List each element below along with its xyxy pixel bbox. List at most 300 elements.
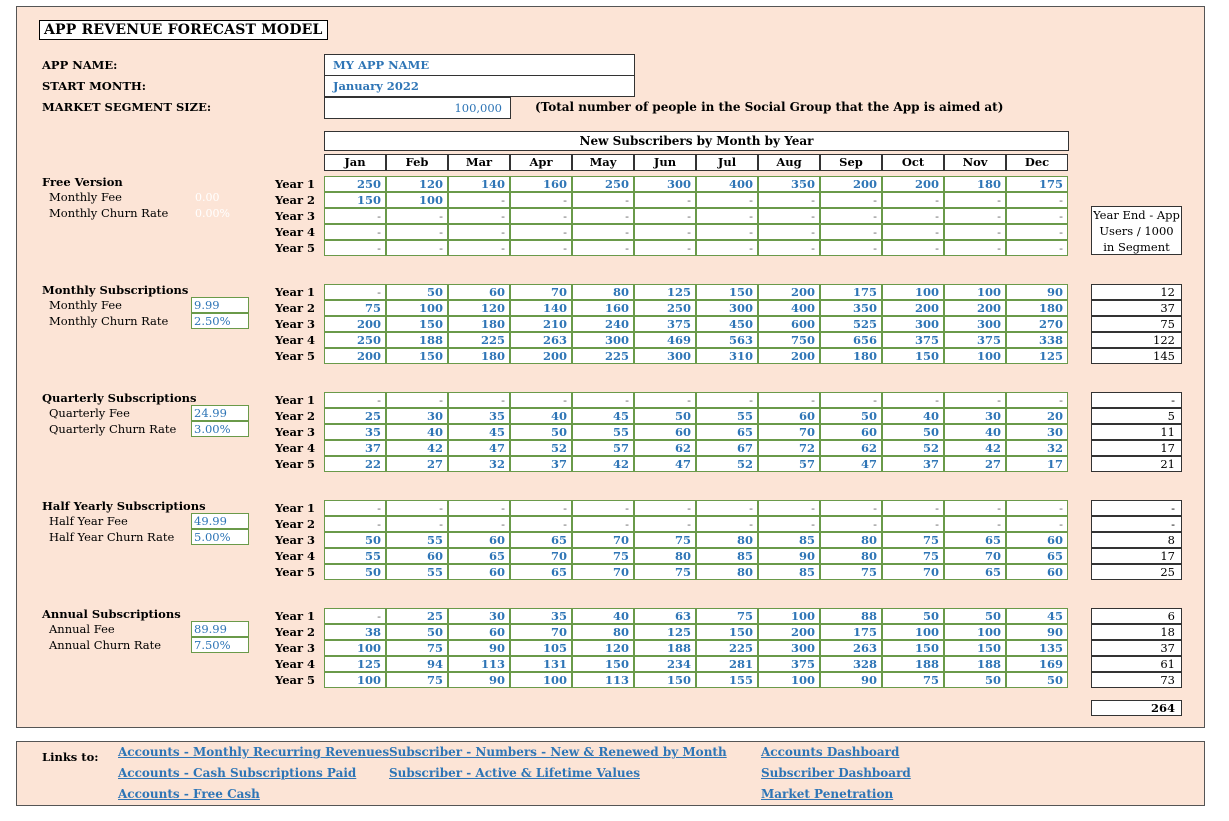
- subscriber-cell[interactable]: 80: [634, 548, 696, 564]
- subscriber-cell[interactable]: -: [1006, 516, 1068, 532]
- subscriber-cell[interactable]: 35: [448, 408, 510, 424]
- subscriber-cell[interactable]: -: [696, 208, 758, 224]
- churn-input[interactable]: 7.50%: [191, 637, 249, 653]
- subscriber-cell[interactable]: 469: [634, 332, 696, 348]
- subscriber-cell[interactable]: 67: [696, 440, 758, 456]
- subscriber-cell[interactable]: 125: [1006, 348, 1068, 364]
- subscriber-cell[interactable]: 200: [882, 176, 944, 192]
- subscriber-cell[interactable]: 80: [572, 284, 634, 300]
- subscriber-cell[interactable]: 263: [510, 332, 572, 348]
- subscriber-cell[interactable]: 125: [634, 284, 696, 300]
- subscriber-cell[interactable]: 188: [634, 640, 696, 656]
- subscriber-cell[interactable]: -: [758, 500, 820, 516]
- subscriber-cell[interactable]: 338: [1006, 332, 1068, 348]
- subscriber-cell[interactable]: 525: [820, 316, 882, 332]
- subscriber-cell[interactable]: 250: [572, 176, 634, 192]
- subscriber-cell[interactable]: 40: [882, 408, 944, 424]
- subscriber-cell[interactable]: 75: [882, 548, 944, 564]
- subscriber-cell[interactable]: 65: [696, 424, 758, 440]
- subscriber-cell[interactable]: 90: [820, 672, 882, 688]
- subscriber-cell[interactable]: 105: [510, 640, 572, 656]
- subscriber-cell[interactable]: -: [572, 392, 634, 408]
- subscriber-cell[interactable]: 750: [758, 332, 820, 348]
- subscriber-cell[interactable]: 310: [696, 348, 758, 364]
- subscriber-cell[interactable]: -: [448, 240, 510, 256]
- subscriber-cell[interactable]: 50: [882, 608, 944, 624]
- subscriber-cell[interactable]: 40: [944, 424, 1006, 440]
- subscriber-cell[interactable]: -: [510, 208, 572, 224]
- subscriber-cell[interactable]: 32: [448, 456, 510, 472]
- subscriber-cell[interactable]: 160: [572, 300, 634, 316]
- subscriber-cell[interactable]: -: [882, 240, 944, 256]
- subscriber-cell[interactable]: -: [386, 516, 448, 532]
- subscriber-cell[interactable]: -: [758, 208, 820, 224]
- subscriber-cell[interactable]: -: [1006, 224, 1068, 240]
- subscriber-cell[interactable]: 80: [820, 548, 882, 564]
- subscriber-cell[interactable]: -: [882, 224, 944, 240]
- churn-input[interactable]: 3.00%: [191, 421, 249, 437]
- subscriber-cell[interactable]: 85: [758, 532, 820, 548]
- fee-input[interactable]: 49.99: [191, 513, 249, 529]
- subscriber-cell[interactable]: -: [882, 192, 944, 208]
- subscriber-cell[interactable]: 90: [758, 548, 820, 564]
- subscriber-cell[interactable]: 65: [944, 564, 1006, 580]
- subscriber-cell[interactable]: 50: [386, 624, 448, 640]
- subscriber-cell[interactable]: 70: [510, 548, 572, 564]
- subscriber-cell[interactable]: 100: [386, 300, 448, 316]
- subscriber-cell[interactable]: -: [634, 500, 696, 516]
- subscriber-cell[interactable]: 300: [634, 176, 696, 192]
- link-subscriber-dashboard[interactable]: Subscriber Dashboard: [761, 766, 911, 780]
- subscriber-cell[interactable]: -: [758, 224, 820, 240]
- subscriber-cell[interactable]: -: [1006, 240, 1068, 256]
- subscriber-cell[interactable]: -: [324, 392, 386, 408]
- subscriber-cell[interactable]: 60: [758, 408, 820, 424]
- subscriber-cell[interactable]: 65: [944, 532, 1006, 548]
- subscriber-cell[interactable]: 160: [510, 176, 572, 192]
- subscriber-cell[interactable]: 150: [324, 192, 386, 208]
- subscriber-cell[interactable]: 85: [696, 548, 758, 564]
- subscriber-cell[interactable]: 100: [944, 348, 1006, 364]
- link-market-penetration[interactable]: Market Penetration: [761, 787, 894, 801]
- subscriber-cell[interactable]: 200: [820, 176, 882, 192]
- subscriber-cell[interactable]: 50: [944, 672, 1006, 688]
- subscriber-cell[interactable]: 52: [696, 456, 758, 472]
- subscriber-cell[interactable]: 60: [820, 424, 882, 440]
- subscriber-cell[interactable]: -: [758, 192, 820, 208]
- subscriber-cell[interactable]: 75: [696, 608, 758, 624]
- subscriber-cell[interactable]: 375: [944, 332, 1006, 348]
- subscriber-cell[interactable]: 65: [510, 564, 572, 580]
- subscriber-cell[interactable]: 180: [944, 176, 1006, 192]
- subscriber-cell[interactable]: 150: [882, 640, 944, 656]
- subscriber-cell[interactable]: -: [448, 224, 510, 240]
- link-accounts-free-cash[interactable]: Accounts - Free Cash: [118, 787, 260, 801]
- subscriber-cell[interactable]: -: [696, 224, 758, 240]
- subscriber-cell[interactable]: 70: [572, 564, 634, 580]
- churn-input[interactable]: 5.00%: [191, 529, 249, 545]
- subscriber-cell[interactable]: -: [634, 392, 696, 408]
- subscriber-cell[interactable]: -: [386, 208, 448, 224]
- subscriber-cell[interactable]: 65: [448, 548, 510, 564]
- subscriber-cell[interactable]: 22: [324, 456, 386, 472]
- subscriber-cell[interactable]: -: [1006, 392, 1068, 408]
- subscriber-cell[interactable]: 113: [572, 672, 634, 688]
- app-name-input[interactable]: MY APP NAME: [324, 54, 635, 76]
- subscriber-cell[interactable]: 180: [1006, 300, 1068, 316]
- subscriber-cell[interactable]: -: [634, 240, 696, 256]
- subscriber-cell[interactable]: 17: [1006, 456, 1068, 472]
- subscriber-cell[interactable]: -: [696, 516, 758, 532]
- subscriber-cell[interactable]: 90: [1006, 284, 1068, 300]
- subscriber-cell[interactable]: 140: [448, 176, 510, 192]
- subscriber-cell[interactable]: 200: [324, 348, 386, 364]
- subscriber-cell[interactable]: 60: [448, 284, 510, 300]
- subscriber-cell[interactable]: 57: [572, 440, 634, 456]
- subscriber-cell[interactable]: 45: [1006, 608, 1068, 624]
- subscriber-cell[interactable]: 100: [944, 624, 1006, 640]
- subscriber-cell[interactable]: -: [448, 516, 510, 532]
- subscriber-cell[interactable]: 55: [696, 408, 758, 424]
- subscriber-cell[interactable]: 300: [572, 332, 634, 348]
- subscriber-cell[interactable]: -: [448, 192, 510, 208]
- subscriber-cell[interactable]: 100: [944, 284, 1006, 300]
- subscriber-cell[interactable]: 65: [510, 532, 572, 548]
- subscriber-cell[interactable]: -: [634, 192, 696, 208]
- link-subscriber-active[interactable]: Subscriber - Active & Lifetime Values: [389, 766, 640, 780]
- subscriber-cell[interactable]: 225: [448, 332, 510, 348]
- subscriber-cell[interactable]: 42: [944, 440, 1006, 456]
- subscriber-cell[interactable]: 30: [448, 608, 510, 624]
- subscriber-cell[interactable]: -: [634, 516, 696, 532]
- subscriber-cell[interactable]: -: [944, 500, 1006, 516]
- subscriber-cell[interactable]: 100: [324, 672, 386, 688]
- subscriber-cell[interactable]: 300: [758, 640, 820, 656]
- subscriber-cell[interactable]: -: [572, 516, 634, 532]
- subscriber-cell[interactable]: -: [944, 224, 1006, 240]
- subscriber-cell[interactable]: -: [696, 500, 758, 516]
- subscriber-cell[interactable]: 300: [944, 316, 1006, 332]
- subscriber-cell[interactable]: 75: [386, 640, 448, 656]
- subscriber-cell[interactable]: 75: [882, 532, 944, 548]
- subscriber-cell[interactable]: 113: [448, 656, 510, 672]
- subscriber-cell[interactable]: -: [882, 516, 944, 532]
- subscriber-cell[interactable]: 169: [1006, 656, 1068, 672]
- subscriber-cell[interactable]: 50: [386, 284, 448, 300]
- subscriber-cell[interactable]: -: [820, 516, 882, 532]
- subscriber-cell[interactable]: 100: [758, 608, 820, 624]
- subscriber-cell[interactable]: -: [510, 192, 572, 208]
- subscriber-cell[interactable]: 42: [572, 456, 634, 472]
- subscriber-cell[interactable]: 45: [448, 424, 510, 440]
- subscriber-cell[interactable]: 65: [1006, 548, 1068, 564]
- subscriber-cell[interactable]: 70: [944, 548, 1006, 564]
- subscriber-cell[interactable]: 75: [634, 564, 696, 580]
- subscriber-cell[interactable]: -: [324, 240, 386, 256]
- subscriber-cell[interactable]: -: [324, 516, 386, 532]
- subscriber-cell[interactable]: 50: [510, 424, 572, 440]
- subscriber-cell[interactable]: 60: [386, 548, 448, 564]
- subscriber-cell[interactable]: 234: [634, 656, 696, 672]
- subscriber-cell[interactable]: 200: [758, 348, 820, 364]
- subscriber-cell[interactable]: -: [882, 392, 944, 408]
- subscriber-cell[interactable]: -: [944, 208, 1006, 224]
- subscriber-cell[interactable]: 350: [758, 176, 820, 192]
- subscriber-cell[interactable]: -: [448, 208, 510, 224]
- subscriber-cell[interactable]: 50: [1006, 672, 1068, 688]
- subscriber-cell[interactable]: 100: [758, 672, 820, 688]
- subscriber-cell[interactable]: 180: [448, 348, 510, 364]
- subscriber-cell[interactable]: 200: [324, 316, 386, 332]
- subscriber-cell[interactable]: 70: [882, 564, 944, 580]
- subscriber-cell[interactable]: 200: [758, 624, 820, 640]
- subscriber-cell[interactable]: 125: [634, 624, 696, 640]
- subscriber-cell[interactable]: -: [944, 192, 1006, 208]
- subscriber-cell[interactable]: 263: [820, 640, 882, 656]
- subscriber-cell[interactable]: 350: [820, 300, 882, 316]
- subscriber-cell[interactable]: -: [448, 500, 510, 516]
- subscriber-cell[interactable]: 72: [758, 440, 820, 456]
- subscriber-cell[interactable]: 32: [1006, 440, 1068, 456]
- subscriber-cell[interactable]: 40: [386, 424, 448, 440]
- subscriber-cell[interactable]: -: [324, 608, 386, 624]
- subscriber-cell[interactable]: 30: [386, 408, 448, 424]
- subscriber-cell[interactable]: 80: [572, 624, 634, 640]
- subscriber-cell[interactable]: -: [324, 208, 386, 224]
- subscriber-cell[interactable]: 50: [634, 408, 696, 424]
- subscriber-cell[interactable]: 240: [572, 316, 634, 332]
- subscriber-cell[interactable]: 27: [386, 456, 448, 472]
- subscriber-cell[interactable]: 250: [634, 300, 696, 316]
- fee-input[interactable]: 9.99: [191, 297, 249, 313]
- subscriber-cell[interactable]: 250: [324, 332, 386, 348]
- subscriber-cell[interactable]: 140: [510, 300, 572, 316]
- link-subscriber-numbers[interactable]: Subscriber - Numbers - New & Renewed by Month: [389, 745, 727, 759]
- subscriber-cell[interactable]: 45: [572, 408, 634, 424]
- subscriber-cell[interactable]: 450: [696, 316, 758, 332]
- link-accounts-cash[interactable]: Accounts - Cash Subscriptions Paid: [118, 766, 357, 780]
- subscriber-cell[interactable]: 50: [820, 408, 882, 424]
- subscriber-cell[interactable]: 85: [758, 564, 820, 580]
- subscriber-cell[interactable]: 27: [944, 456, 1006, 472]
- subscriber-cell[interactable]: 200: [510, 348, 572, 364]
- subscriber-cell[interactable]: 188: [882, 656, 944, 672]
- subscriber-cell[interactable]: 20: [1006, 408, 1068, 424]
- subscriber-cell[interactable]: 60: [448, 564, 510, 580]
- subscriber-cell[interactable]: 60: [634, 424, 696, 440]
- subscriber-cell[interactable]: -: [820, 392, 882, 408]
- subscriber-cell[interactable]: 63: [634, 608, 696, 624]
- subscriber-cell[interactable]: -: [572, 500, 634, 516]
- subscriber-cell[interactable]: -: [1006, 192, 1068, 208]
- subscriber-cell[interactable]: 180: [448, 316, 510, 332]
- fee-input[interactable]: 89.99: [191, 621, 249, 637]
- subscriber-cell[interactable]: 300: [634, 348, 696, 364]
- subscriber-cell[interactable]: -: [944, 516, 1006, 532]
- subscriber-cell[interactable]: 25: [324, 408, 386, 424]
- subscriber-cell[interactable]: 200: [944, 300, 1006, 316]
- subscriber-cell[interactable]: 94: [386, 656, 448, 672]
- subscriber-cell[interactable]: 35: [510, 608, 572, 624]
- subscriber-cell[interactable]: 38: [324, 624, 386, 640]
- subscriber-cell[interactable]: -: [572, 224, 634, 240]
- subscriber-cell[interactable]: -: [820, 240, 882, 256]
- subscriber-cell[interactable]: 120: [386, 176, 448, 192]
- subscriber-cell[interactable]: 100: [882, 624, 944, 640]
- subscriber-cell[interactable]: -: [882, 500, 944, 516]
- subscriber-cell[interactable]: 70: [510, 284, 572, 300]
- subscriber-cell[interactable]: 60: [448, 624, 510, 640]
- subscriber-cell[interactable]: -: [634, 224, 696, 240]
- subscriber-cell[interactable]: 75: [572, 548, 634, 564]
- subscriber-cell[interactable]: 75: [820, 564, 882, 580]
- subscriber-cell[interactable]: 37: [882, 456, 944, 472]
- subscriber-cell[interactable]: 100: [510, 672, 572, 688]
- subscriber-cell[interactable]: 55: [324, 548, 386, 564]
- start-month-input[interactable]: January 2022: [324, 75, 635, 97]
- subscriber-cell[interactable]: 225: [572, 348, 634, 364]
- subscriber-cell[interactable]: 125: [324, 656, 386, 672]
- subscriber-cell[interactable]: 37: [510, 456, 572, 472]
- subscriber-cell[interactable]: 88: [820, 608, 882, 624]
- subscriber-cell[interactable]: 80: [696, 564, 758, 580]
- subscriber-cell[interactable]: 150: [696, 624, 758, 640]
- subscriber-cell[interactable]: -: [696, 240, 758, 256]
- subscriber-cell[interactable]: 62: [634, 440, 696, 456]
- subscriber-cell[interactable]: -: [324, 500, 386, 516]
- churn-input[interactable]: 2.50%: [191, 313, 249, 329]
- subscriber-cell[interactable]: 150: [944, 640, 1006, 656]
- subscriber-cell[interactable]: -: [820, 224, 882, 240]
- subscriber-cell[interactable]: 225: [696, 640, 758, 656]
- subscriber-cell[interactable]: 120: [448, 300, 510, 316]
- subscriber-cell[interactable]: 70: [758, 424, 820, 440]
- subscriber-cell[interactable]: 300: [696, 300, 758, 316]
- subscriber-cell[interactable]: -: [1006, 500, 1068, 516]
- subscriber-cell[interactable]: 62: [820, 440, 882, 456]
- subscriber-cell[interactable]: 80: [696, 532, 758, 548]
- subscriber-cell[interactable]: -: [386, 224, 448, 240]
- subscriber-cell[interactable]: -: [510, 224, 572, 240]
- subscriber-cell[interactable]: 100: [386, 192, 448, 208]
- subscriber-cell[interactable]: 100: [324, 640, 386, 656]
- link-accounts-dashboard[interactable]: Accounts Dashboard: [761, 745, 900, 759]
- subscriber-cell[interactable]: 47: [634, 456, 696, 472]
- subscriber-cell[interactable]: -: [758, 516, 820, 532]
- subscriber-cell[interactable]: 150: [386, 316, 448, 332]
- subscriber-cell[interactable]: 135: [1006, 640, 1068, 656]
- subscriber-cell[interactable]: -: [572, 208, 634, 224]
- subscriber-cell[interactable]: 35: [324, 424, 386, 440]
- subscriber-cell[interactable]: 30: [1006, 424, 1068, 440]
- subscriber-cell[interactable]: -: [944, 240, 1006, 256]
- subscriber-cell[interactable]: 60: [1006, 532, 1068, 548]
- subscriber-cell[interactable]: 200: [758, 284, 820, 300]
- subscriber-cell[interactable]: 210: [510, 316, 572, 332]
- subscriber-cell[interactable]: -: [448, 392, 510, 408]
- subscriber-cell[interactable]: 90: [448, 640, 510, 656]
- subscriber-cell[interactable]: 131: [510, 656, 572, 672]
- subscriber-cell[interactable]: 328: [820, 656, 882, 672]
- subscriber-cell[interactable]: 400: [696, 176, 758, 192]
- subscriber-cell[interactable]: -: [386, 500, 448, 516]
- subscriber-cell[interactable]: 47: [820, 456, 882, 472]
- subscriber-cell[interactable]: -: [696, 392, 758, 408]
- subscriber-cell[interactable]: 300: [882, 316, 944, 332]
- subscriber-cell[interactable]: -: [510, 240, 572, 256]
- subscriber-cell[interactable]: -: [510, 392, 572, 408]
- subscriber-cell[interactable]: 50: [324, 564, 386, 580]
- subscriber-cell[interactable]: 375: [882, 332, 944, 348]
- subscriber-cell[interactable]: -: [696, 192, 758, 208]
- subscriber-cell[interactable]: 37: [324, 440, 386, 456]
- subscriber-cell[interactable]: -: [944, 392, 1006, 408]
- subscriber-cell[interactable]: 30: [944, 408, 1006, 424]
- subscriber-cell[interactable]: -: [510, 516, 572, 532]
- subscriber-cell[interactable]: -: [386, 240, 448, 256]
- subscriber-cell[interactable]: 188: [386, 332, 448, 348]
- subscriber-cell[interactable]: 47: [448, 440, 510, 456]
- subscriber-cell[interactable]: -: [758, 392, 820, 408]
- subscriber-cell[interactable]: -: [1006, 208, 1068, 224]
- subscriber-cell[interactable]: -: [572, 240, 634, 256]
- subscriber-cell[interactable]: -: [572, 192, 634, 208]
- subscriber-cell[interactable]: 55: [572, 424, 634, 440]
- subscriber-cell[interactable]: -: [510, 500, 572, 516]
- subscriber-cell[interactable]: 90: [1006, 624, 1068, 640]
- subscriber-cell[interactable]: 175: [820, 624, 882, 640]
- subscriber-cell[interactable]: -: [882, 208, 944, 224]
- subscriber-cell[interactable]: -: [820, 192, 882, 208]
- subscriber-cell[interactable]: 375: [758, 656, 820, 672]
- subscriber-cell[interactable]: 90: [448, 672, 510, 688]
- subscriber-cell[interactable]: 80: [820, 532, 882, 548]
- subscriber-cell[interactable]: 70: [572, 532, 634, 548]
- subscriber-cell[interactable]: 400: [758, 300, 820, 316]
- fee-input[interactable]: 24.99: [191, 405, 249, 421]
- subscriber-cell[interactable]: 60: [1006, 564, 1068, 580]
- subscriber-cell[interactable]: 75: [634, 532, 696, 548]
- subscriber-cell[interactable]: 50: [944, 608, 1006, 624]
- subscriber-cell[interactable]: -: [758, 240, 820, 256]
- subscriber-cell[interactable]: 563: [696, 332, 758, 348]
- subscriber-cell[interactable]: 75: [324, 300, 386, 316]
- market-size-input[interactable]: 100,000: [324, 97, 511, 119]
- subscriber-cell[interactable]: 52: [882, 440, 944, 456]
- subscriber-cell[interactable]: 188: [944, 656, 1006, 672]
- subscriber-cell[interactable]: 150: [634, 672, 696, 688]
- subscriber-cell[interactable]: 120: [572, 640, 634, 656]
- subscriber-cell[interactable]: 155: [696, 672, 758, 688]
- subscriber-cell[interactable]: 200: [882, 300, 944, 316]
- subscriber-cell[interactable]: 40: [572, 608, 634, 624]
- subscriber-cell[interactable]: 180: [820, 348, 882, 364]
- subscriber-cell[interactable]: 55: [386, 532, 448, 548]
- subscriber-cell[interactable]: -: [324, 224, 386, 240]
- subscriber-cell[interactable]: 50: [882, 424, 944, 440]
- subscriber-cell[interactable]: -: [820, 500, 882, 516]
- link-accounts-mrr[interactable]: Accounts - Monthly Recurring Revenues: [118, 745, 390, 759]
- subscriber-cell[interactable]: 250: [324, 176, 386, 192]
- subscriber-cell[interactable]: 375: [634, 316, 696, 332]
- subscriber-cell[interactable]: 656: [820, 332, 882, 348]
- subscriber-cell[interactable]: 60: [448, 532, 510, 548]
- subscriber-cell[interactable]: 70: [510, 624, 572, 640]
- subscriber-cell[interactable]: -: [386, 392, 448, 408]
- subscriber-cell[interactable]: 175: [1006, 176, 1068, 192]
- subscriber-cell[interactable]: 52: [510, 440, 572, 456]
- subscriber-cell[interactable]: 281: [696, 656, 758, 672]
